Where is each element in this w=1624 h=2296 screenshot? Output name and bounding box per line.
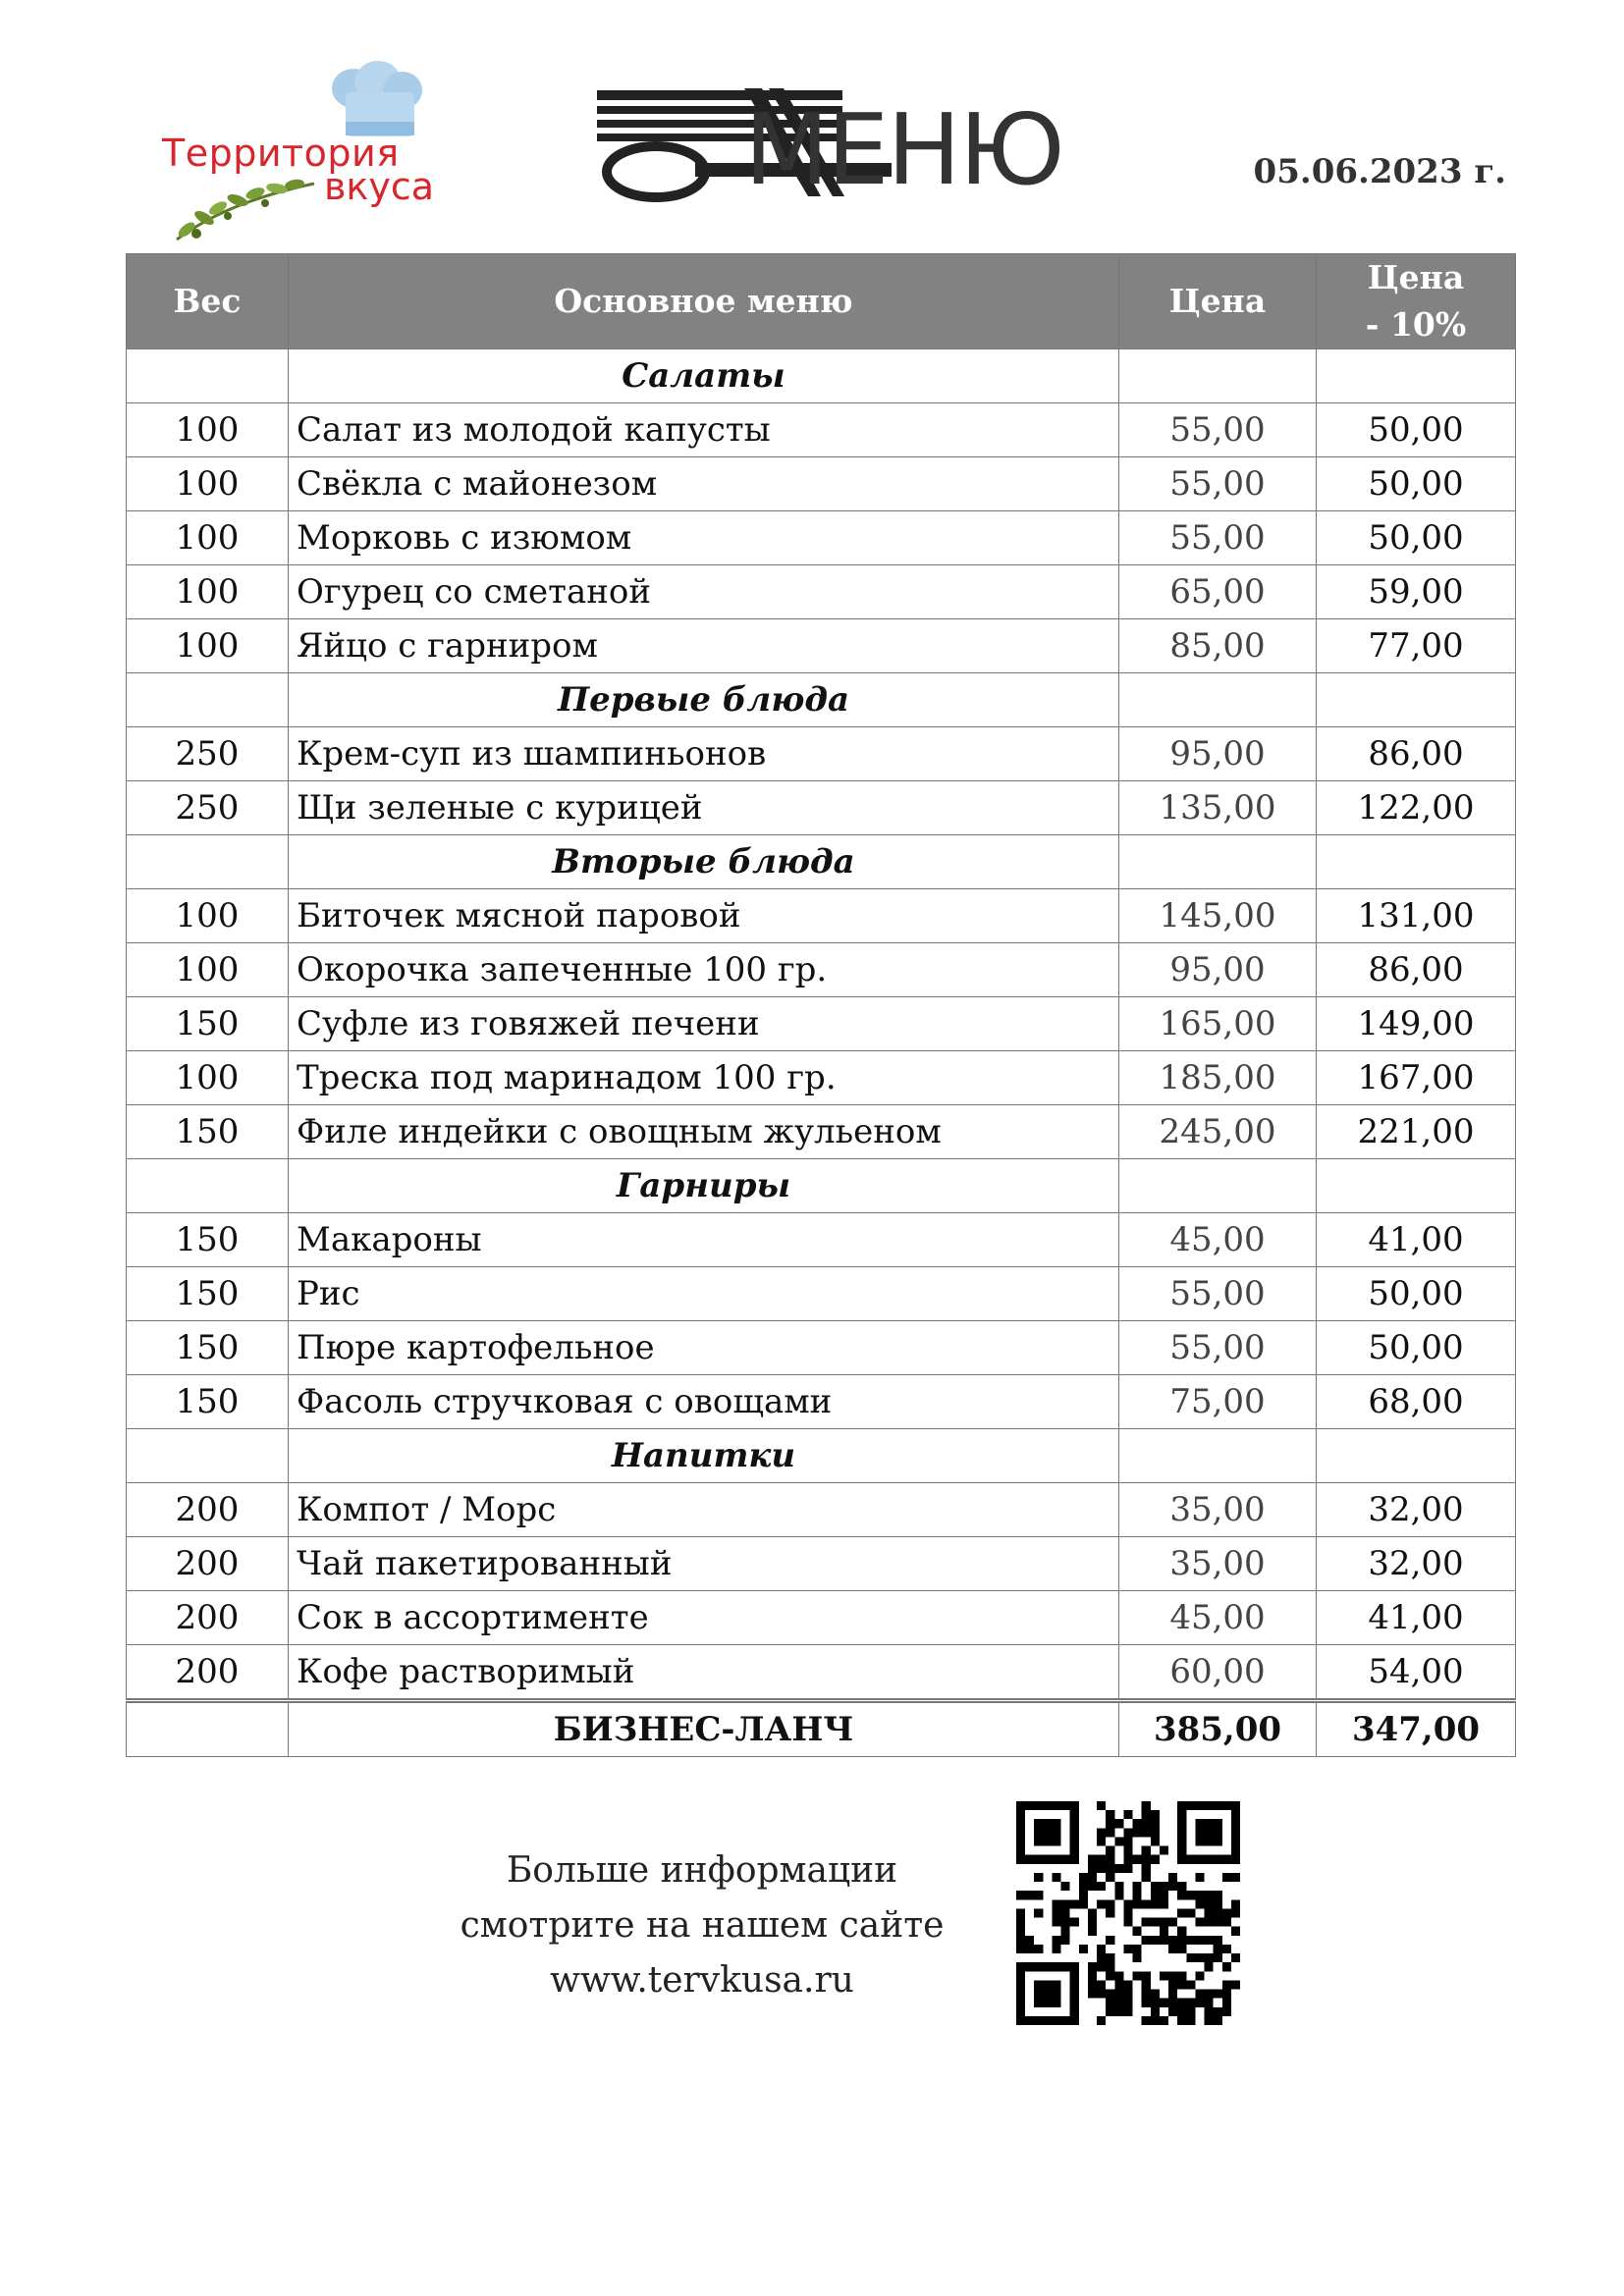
table-row xyxy=(127,1591,1516,1645)
website-link[interactable]: www.tervkusa.ru xyxy=(550,1960,854,2001)
item-price: 55,00 xyxy=(1119,1321,1317,1375)
section-title: Вторые блюда xyxy=(289,835,1119,889)
table-row xyxy=(127,943,1516,997)
table-row xyxy=(127,1267,1516,1321)
table-row xyxy=(127,511,1516,565)
item-discount-price: 41,00 xyxy=(1317,1213,1516,1267)
item-discount-price: 32,00 xyxy=(1317,1483,1516,1537)
title-text: МЕНЮ xyxy=(744,92,1063,207)
table-row xyxy=(127,565,1516,619)
item-price: 145,00 xyxy=(1119,889,1317,943)
item-name: Свёкла с майонезом xyxy=(289,457,1119,511)
item-weight: 200 xyxy=(127,1645,289,1701)
table-row xyxy=(127,727,1516,781)
item-name: Треска под маринадом 100 гр. xyxy=(289,1051,1119,1105)
header-name: Основное меню xyxy=(289,254,1119,349)
table-row xyxy=(127,457,1516,511)
section-title: Салаты xyxy=(289,349,1119,403)
table-row xyxy=(127,1213,1516,1267)
table-row xyxy=(127,1051,1516,1105)
table-row xyxy=(127,781,1516,835)
header-discount xyxy=(1317,254,1516,349)
item-discount-price: 86,00 xyxy=(1317,943,1516,997)
item-discount-price: 32,00 xyxy=(1317,1537,1516,1591)
table-row xyxy=(127,619,1516,673)
qr-code-icon[interactable] xyxy=(1016,1801,1240,2025)
item-price: 165,00 xyxy=(1119,997,1317,1051)
item-name: Крем-суп из шампиньонов xyxy=(289,727,1119,781)
item-weight: 150 xyxy=(127,1105,289,1159)
item-discount-price: 68,00 xyxy=(1317,1375,1516,1429)
table-row xyxy=(127,1537,1516,1591)
footer-line2: смотрите на нашем сайте xyxy=(460,1905,945,1946)
item-weight: 150 xyxy=(127,1375,289,1429)
item-price: 55,00 xyxy=(1119,1267,1317,1321)
page-title xyxy=(597,79,1068,206)
item-discount-price: 221,00 xyxy=(1317,1105,1516,1159)
item-name: Биточек мясной паровой xyxy=(289,889,1119,943)
header-discount-line1: Цена xyxy=(1367,258,1465,296)
item-weight: 150 xyxy=(127,1321,289,1375)
item-discount-price: 149,00 xyxy=(1317,997,1516,1051)
item-discount-price: 50,00 xyxy=(1317,511,1516,565)
item-discount-price: 50,00 xyxy=(1317,1321,1516,1375)
item-name: Фасоль стручковая с овощами xyxy=(289,1375,1119,1429)
item-name: Суфле из говяжей печени xyxy=(289,997,1119,1051)
item-discount-price: 122,00 xyxy=(1317,781,1516,835)
qr-code-graphic xyxy=(1016,1801,1240,2025)
total-row xyxy=(127,1701,1516,1757)
section-row xyxy=(127,835,1516,889)
section-title: Первые блюда xyxy=(289,673,1119,727)
item-name: Чай пакетированный xyxy=(289,1537,1119,1591)
item-discount-price: 41,00 xyxy=(1317,1591,1516,1645)
item-weight: 100 xyxy=(127,889,289,943)
item-weight: 150 xyxy=(127,1213,289,1267)
table-row xyxy=(127,1645,1516,1701)
item-name: Рис xyxy=(289,1267,1119,1321)
item-weight: 200 xyxy=(127,1537,289,1591)
item-name: Сок в ассортименте xyxy=(289,1591,1119,1645)
menu-date: 05.06.2023 г. xyxy=(1253,152,1506,191)
item-weight: 150 xyxy=(127,1267,289,1321)
item-weight: 100 xyxy=(127,943,289,997)
item-name: Пюре картофельное xyxy=(289,1321,1119,1375)
item-price: 135,00 xyxy=(1119,781,1317,835)
item-discount-price: 59,00 xyxy=(1317,565,1516,619)
menu-table xyxy=(126,253,1516,1757)
item-price: 35,00 xyxy=(1119,1483,1317,1537)
item-price: 95,00 xyxy=(1119,727,1317,781)
table-row xyxy=(127,1375,1516,1429)
item-price: 35,00 xyxy=(1119,1537,1317,1591)
table-row xyxy=(127,997,1516,1051)
total-discount-price: 347,00 xyxy=(1317,1701,1516,1757)
item-name: Окорочка запеченные 100 гр. xyxy=(289,943,1119,997)
item-name: Макароны xyxy=(289,1213,1119,1267)
item-weight: 250 xyxy=(127,781,289,835)
table-row xyxy=(127,1105,1516,1159)
logo-text-line2: вкуса xyxy=(324,165,435,208)
total-price: 385,00 xyxy=(1119,1701,1317,1757)
item-weight: 250 xyxy=(127,727,289,781)
item-discount-price: 50,00 xyxy=(1317,1267,1516,1321)
logo-text-line1: Территория xyxy=(162,132,400,175)
item-discount-price: 50,00 xyxy=(1317,457,1516,511)
item-price: 55,00 xyxy=(1119,403,1317,457)
item-price: 45,00 xyxy=(1119,1213,1317,1267)
item-price: 85,00 xyxy=(1119,619,1317,673)
item-weight: 100 xyxy=(127,403,289,457)
total-label: БИЗНЕС-ЛАНЧ xyxy=(289,1701,1119,1757)
table-row xyxy=(127,403,1516,457)
item-discount-price: 167,00 xyxy=(1317,1051,1516,1105)
item-price: 95,00 xyxy=(1119,943,1317,997)
item-weight: 100 xyxy=(127,457,289,511)
section-row xyxy=(127,349,1516,403)
item-discount-price: 86,00 xyxy=(1317,727,1516,781)
logo xyxy=(157,61,461,247)
header-weight: Вес xyxy=(127,254,289,349)
item-discount-price: 77,00 xyxy=(1317,619,1516,673)
item-name: Компот / Морс xyxy=(289,1483,1119,1537)
header-price: Цена xyxy=(1119,254,1317,349)
item-price: 65,00 xyxy=(1119,565,1317,619)
section-row xyxy=(127,673,1516,727)
item-price: 185,00 xyxy=(1119,1051,1317,1105)
item-price: 60,00 xyxy=(1119,1645,1317,1701)
item-price: 55,00 xyxy=(1119,457,1317,511)
section-row xyxy=(127,1429,1516,1483)
table-row xyxy=(127,1321,1516,1375)
footer-info xyxy=(432,1843,972,2008)
item-price: 75,00 xyxy=(1119,1375,1317,1429)
item-weight: 100 xyxy=(127,619,289,673)
section-title: Напитки xyxy=(289,1429,1119,1483)
item-weight: 100 xyxy=(127,565,289,619)
item-price: 245,00 xyxy=(1119,1105,1317,1159)
section-title: Гарниры xyxy=(289,1159,1119,1213)
item-name: Салат из молодой капусты xyxy=(289,403,1119,457)
section-row xyxy=(127,1159,1516,1213)
table-header-row xyxy=(127,254,1516,349)
item-weight: 200 xyxy=(127,1591,289,1645)
footer-line1: Больше информации xyxy=(506,1850,898,1891)
item-name: Морковь с изюмом xyxy=(289,511,1119,565)
item-name: Филе индейки с овощным жульеном xyxy=(289,1105,1119,1159)
item-weight: 200 xyxy=(127,1483,289,1537)
item-discount-price: 54,00 xyxy=(1317,1645,1516,1701)
item-discount-price: 50,00 xyxy=(1317,403,1516,457)
item-name: Огурец со сметаной xyxy=(289,565,1119,619)
header-discount-line2: - 10% xyxy=(1365,305,1467,344)
item-weight: 100 xyxy=(127,511,289,565)
item-weight: 150 xyxy=(127,997,289,1051)
item-name: Яйцо с гарниром xyxy=(289,619,1119,673)
item-weight: 100 xyxy=(127,1051,289,1105)
item-name: Щи зеленые с курицей xyxy=(289,781,1119,835)
item-price: 55,00 xyxy=(1119,511,1317,565)
item-discount-price: 131,00 xyxy=(1317,889,1516,943)
item-name: Кофе растворимый xyxy=(289,1645,1119,1701)
table-row xyxy=(127,1483,1516,1537)
table-row xyxy=(127,889,1516,943)
item-price: 45,00 xyxy=(1119,1591,1317,1645)
